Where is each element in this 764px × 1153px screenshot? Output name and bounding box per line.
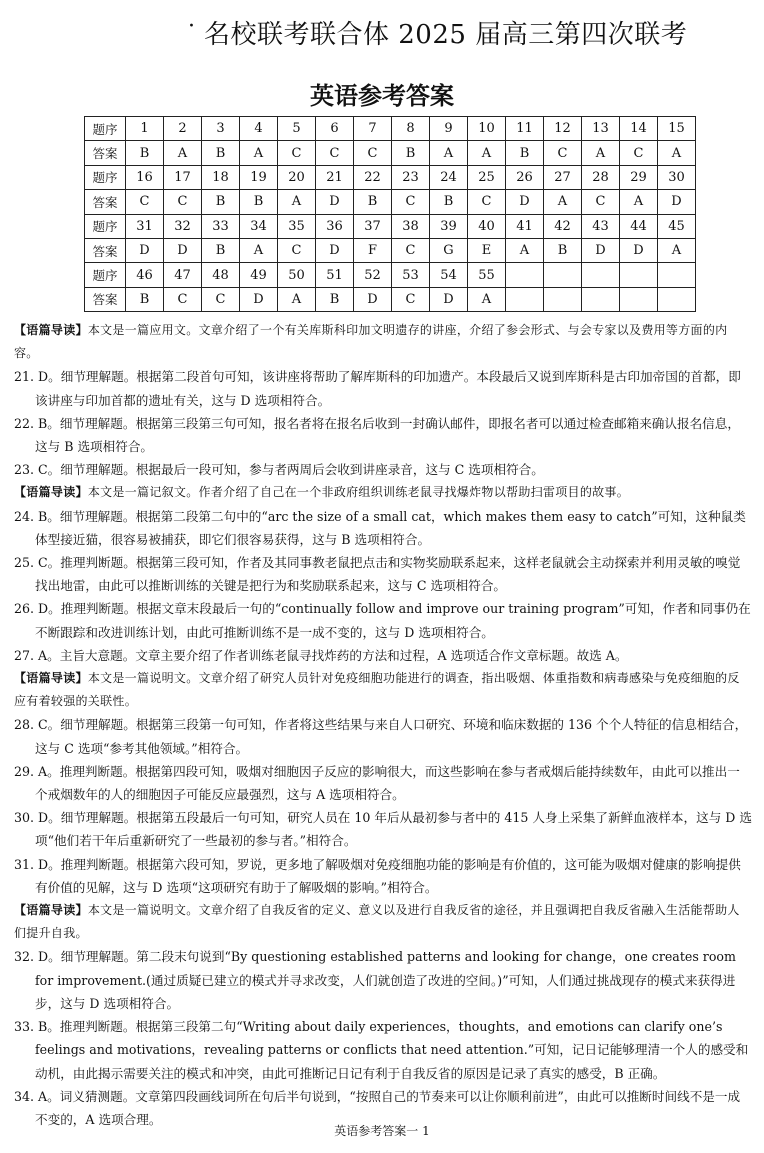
- question-number-cell: 43: [582, 214, 620, 238]
- passage-intro: [14, 667, 752, 713]
- question-number-cell: 21: [316, 165, 354, 189]
- answer-cell: D: [240, 287, 278, 311]
- answer-cell: C: [354, 141, 392, 165]
- question-number-cell: [582, 263, 620, 287]
- passage-intro: [14, 319, 752, 365]
- answer-explanation: 31. D。推理判断题。根据第六段可知，罗说，更多地了解吸烟对免疫细胞功能的影响是有价值的，这可能为吸烟对健康的影响提供有价值的见解，这与 D 选项“这项研究有助于了解吸烟的影响。”相符合。: [14, 856, 741, 895]
- question-number-cell: 38: [392, 214, 430, 238]
- question-number-cell: 8: [392, 117, 430, 141]
- answer-row: [85, 287, 696, 311]
- answer-explanation: 21. D。细节理解题。根据第二段首句可知，该讲座将帮助了解库斯科的印加遗产。本段最后又说到库斯科是古印加帝国的首都，即该讲座与印加首都的遗址有关，这与 D 选项相符合。: [14, 369, 741, 408]
- answer-cell: C: [164, 287, 202, 311]
- question-number-cell: 25: [468, 165, 506, 189]
- answer-row-label: 答案: [85, 141, 126, 165]
- question-number-cell: 1: [126, 117, 164, 141]
- question-number-cell: 14: [620, 117, 658, 141]
- answer-row: [85, 238, 696, 262]
- question-row-label: 题序: [85, 214, 126, 238]
- question-number-cell: [620, 263, 658, 287]
- answer-row: [85, 141, 696, 165]
- answer-explanation: 26. D。推理判断题。根据文章末段最后一句的“continually follow and improve our training program”可知，作者和同事仍在不断跟踪和改进训练计划，由此可推断训练不是一成不变的，这与 D 选项相符合。: [14, 601, 751, 640]
- answer-cell: C: [126, 190, 164, 214]
- answer-cell: A: [430, 141, 468, 165]
- question-number-cell: 28: [582, 165, 620, 189]
- question-row: [85, 117, 696, 141]
- answer-cell: C: [202, 287, 240, 311]
- answer-cell: D: [506, 190, 544, 214]
- header-title: 名校联考联合体 2025 届高三第四次联考: [204, 20, 688, 50]
- answer-cell: C: [544, 141, 582, 165]
- question-number-cell: 51: [316, 263, 354, 287]
- question-number-cell: 3: [202, 117, 240, 141]
- answer-cell: A: [506, 238, 544, 262]
- answer-cell: C: [392, 190, 430, 214]
- question-number-cell: 32: [164, 214, 202, 238]
- question-number-cell: 15: [658, 117, 696, 141]
- question-number-cell: 31: [126, 214, 164, 238]
- answer-cell: A: [164, 141, 202, 165]
- question-row: [85, 165, 696, 189]
- answer-row-label: 答案: [85, 238, 126, 262]
- answer-cell: C: [392, 238, 430, 262]
- question-number-cell: 45: [658, 214, 696, 238]
- answer-cell: E: [468, 238, 506, 262]
- answer-cell: B: [506, 141, 544, 165]
- explanations: [14, 319, 752, 1131]
- question-number-cell: 35: [278, 214, 316, 238]
- question-row: [85, 263, 696, 287]
- answer-explanation: 29. A。推理判断题。根据第四段可知，吸烟对细胞因子反应的影响很大，而这些影响在参与者戒烟后能持续数年，由此可以推出一个戒烟数年的人的细胞因子可能反应最强烈，这与 A 选项相符合。: [14, 763, 740, 803]
- question-number-cell: 9: [430, 117, 468, 141]
- question-number-cell: 16: [126, 165, 164, 189]
- question-number-cell: 33: [202, 214, 240, 238]
- answer-cell: B: [316, 287, 354, 311]
- question-number-cell: 26: [506, 165, 544, 189]
- answer-cell: B: [126, 287, 164, 311]
- answer-cell: [506, 287, 544, 311]
- answer-explanation: 25. C。推理判断题。根据第三段可知，作者及其同事教老鼠把点击和实物奖励联系起来，这样老鼠就会主动探索并利用灵敏的嗅觉找出地雷，由此可以推断训练的关键是把行为和奖励联系起来，这与 C 选项相符合。: [14, 555, 741, 594]
- question-number-cell: [658, 263, 696, 287]
- passage-intro: [14, 899, 752, 945]
- intro-text: 本文是一篇说明文。文章介绍了自我反省的定义、意义以及进行自我反省的途径，并且强调把自我反省融入生活能帮助人们提升自我。: [14, 903, 740, 941]
- answer-cell: A: [658, 238, 696, 262]
- question-number-cell: 10: [468, 117, 506, 141]
- answer-table: [84, 116, 696, 312]
- answer-cell: [544, 287, 582, 311]
- question-number-cell: 52: [354, 263, 392, 287]
- answer-cell: B: [430, 190, 468, 214]
- intro-text: 本文是一篇说明文。文章介绍了研究人员针对免疫细胞功能进行的调查，指出吸烟、体重指数和病毒感染与免疫细胞的反应有着较强的关联性。: [14, 671, 740, 709]
- question-number-cell: 7: [354, 117, 392, 141]
- intro-label: 【语篇导读】: [14, 903, 88, 918]
- question-number-cell: 49: [240, 263, 278, 287]
- question-number-cell: 22: [354, 165, 392, 189]
- answer-explanation: 33. B。推理判断题。根据第三段第二句“Writing about daily experiences，thoughts，and emotions can clarify one’s feelings and motivations，revealing patterns or conflicts that need attention.”可知，记日记能够理清一个人的感受和动机，由此揭示需要关注的模式和冲突，由此可推断记日记有利于自我反省的原因是记录了真实的感受，B 正确。: [14, 1019, 749, 1081]
- question-number-cell: 42: [544, 214, 582, 238]
- question-number-cell: 30: [658, 165, 696, 189]
- answer-cell: B: [240, 190, 278, 214]
- question-number-cell: 18: [202, 165, 240, 189]
- question-number-cell: 11: [506, 117, 544, 141]
- question-number-cell: 6: [316, 117, 354, 141]
- answer-cell: C: [164, 190, 202, 214]
- answer-cell: A: [658, 141, 696, 165]
- answer-explanation: 23. C。细节理解题。根据最后一段可知，参与者两周后会收到讲座录音，这与 C 选项相符合。: [14, 462, 544, 478]
- answer-cell: B: [354, 190, 392, 214]
- question-number-cell: 17: [164, 165, 202, 189]
- answer-cell: C: [278, 141, 316, 165]
- question-number-cell: 36: [316, 214, 354, 238]
- answer-cell: G: [430, 238, 468, 262]
- answer-explanation: 30. D。细节理解题。根据第五段最后一句可知，研究人员在 10 年后从最初参与者中的 415 人身上采集了新鲜血液样本，这与 D 选项“他们若干年后重新研究了一些最初的参与者。”相符合。: [14, 810, 752, 849]
- answer-cell: C: [620, 141, 658, 165]
- question-number-cell: 5: [278, 117, 316, 141]
- question-number-cell: 53: [392, 263, 430, 287]
- question-number-cell: 29: [620, 165, 658, 189]
- answer-explanation: 32. D。细节理解题。第二段末句说到“By questioning established patterns and looking for change，one creates room for improvement.(通过质疑已建立的模式并寻求改变，人们就创造了改进的空间。)”可知，人们通过挑战现存的模式来获得进步，这与 D 选项相符合。: [14, 949, 736, 1011]
- question-number-cell: 2: [164, 117, 202, 141]
- answer-cell: C: [468, 190, 506, 214]
- question-row-label: 题序: [85, 165, 126, 189]
- answer-cell: D: [582, 238, 620, 262]
- question-row-label: 题序: [85, 117, 126, 141]
- answer-cell: C: [392, 287, 430, 311]
- answer-cell: D: [658, 190, 696, 214]
- question-number-cell: 4: [240, 117, 278, 141]
- answer-cell: B: [202, 141, 240, 165]
- answer-explanation: 28. C。细节理解题。根据第三段第一句可知，作者将这些结果与来自人口研究、环境和临床数据的 136 个个人特征的信息相结合，这与 C 选项“参考其他领域。”相符合。: [14, 717, 748, 756]
- answer-explanation: 27. A。主旨大意题。文章主要介绍了作者训练老鼠寻找炸药的方法和过程，A 选项适合作文章标题。故选 A。: [14, 647, 628, 663]
- header-dot: ·: [188, 14, 195, 39]
- answer-cell: [658, 287, 696, 311]
- answer-cell: B: [202, 190, 240, 214]
- question-number-cell: [506, 263, 544, 287]
- answer-explanation: 34. A。词义猜测题。文章第四段画线词所在句后半句说到，“按照自己的节奏来可以让你顺利前进”，由此可以推断时间线不是一成不变的，A 选项合理。: [14, 1088, 741, 1127]
- answer-cell: D: [316, 190, 354, 214]
- intro-label: 【语篇导读】: [14, 323, 88, 337]
- question-number-cell: 20: [278, 165, 316, 189]
- intro-label: 【语篇导读】: [14, 485, 88, 500]
- answer-cell: D: [430, 287, 468, 311]
- question-number-cell: 44: [620, 214, 658, 238]
- answer-cell: B: [544, 238, 582, 262]
- question-number-cell: 55: [468, 263, 506, 287]
- question-number-cell: 48: [202, 263, 240, 287]
- question-row-label: 题序: [85, 263, 126, 287]
- answer-cell: D: [620, 238, 658, 262]
- intro-label: 【语篇导读】: [14, 671, 88, 686]
- answer-cell: A: [620, 190, 658, 214]
- answer-cell: A: [544, 190, 582, 214]
- question-number-cell: 46: [126, 263, 164, 287]
- answer-explanation: 24. B。细节理解题。根据第二段第二句中的“arc the size of a small cat，which makes them easy to catch”可知，这种鼠类体型接近猫，很容易被捕获，即它们很容易获得，这与 B 选项相符合。: [14, 508, 746, 547]
- answer-cell: D: [316, 238, 354, 262]
- answer-cell: D: [164, 238, 202, 262]
- question-number-cell: 37: [354, 214, 392, 238]
- answer-cell: A: [582, 141, 620, 165]
- question-number-cell: 27: [544, 165, 582, 189]
- question-number-cell: 24: [430, 165, 468, 189]
- answer-row-label: 答案: [85, 287, 126, 311]
- answer-cell: B: [392, 141, 430, 165]
- question-number-cell: 47: [164, 263, 202, 287]
- answer-cell: C: [278, 238, 316, 262]
- intro-text: 本文是一篇记叙文。作者介绍了自己在一个非政府组织训练老鼠寻找爆炸物以帮助扫雷项目的故事。: [87, 485, 630, 500]
- answer-cell: A: [240, 141, 278, 165]
- question-number-cell: 39: [430, 214, 468, 238]
- answer-row-label: 答案: [85, 190, 126, 214]
- question-number-cell: 41: [506, 214, 544, 238]
- question-row: [85, 214, 696, 238]
- answer-cell: A: [468, 141, 506, 165]
- question-number-cell: 12: [544, 117, 582, 141]
- answer-cell: D: [126, 238, 164, 262]
- answer-cell: C: [316, 141, 354, 165]
- answer-cell: C: [582, 190, 620, 214]
- answer-cell: B: [126, 141, 164, 165]
- question-number-cell: 19: [240, 165, 278, 189]
- answer-cell: A: [278, 190, 316, 214]
- answer-row: [85, 190, 696, 214]
- question-number-cell: 40: [468, 214, 506, 238]
- exam-header: [0, 8, 764, 48]
- intro-text: 本文是一篇应用文。文章介绍了一个有关库斯科印加文明遗存的讲座，介绍了参会形式、与会专家以及费用等方面的内容。: [14, 323, 728, 361]
- question-number-cell: 50: [278, 263, 316, 287]
- question-number-cell: 54: [430, 263, 468, 287]
- document-title: 英语参考答案: [310, 82, 454, 110]
- page-footer: 英语参考答案一 1: [334, 1124, 430, 1138]
- answer-cell: [620, 287, 658, 311]
- answer-cell: B: [202, 238, 240, 262]
- answer-cell: A: [240, 238, 278, 262]
- question-number-cell: [544, 263, 582, 287]
- answer-cell: [582, 287, 620, 311]
- answer-cell: F: [354, 238, 392, 262]
- question-number-cell: 34: [240, 214, 278, 238]
- answer-cell: D: [354, 287, 392, 311]
- answer-cell: A: [468, 287, 506, 311]
- answer-explanation: 22. B。细节理解题。根据第三段第三句可知，报名者将在报名后收到一封确认邮件，即报名者可以通过检查邮箱来确认报名信息，这与 B 选项相符合。: [14, 415, 740, 455]
- question-number-cell: 13: [582, 117, 620, 141]
- answer-cell: A: [278, 287, 316, 311]
- question-number-cell: 23: [392, 165, 430, 189]
- passage-intro: [14, 481, 752, 504]
